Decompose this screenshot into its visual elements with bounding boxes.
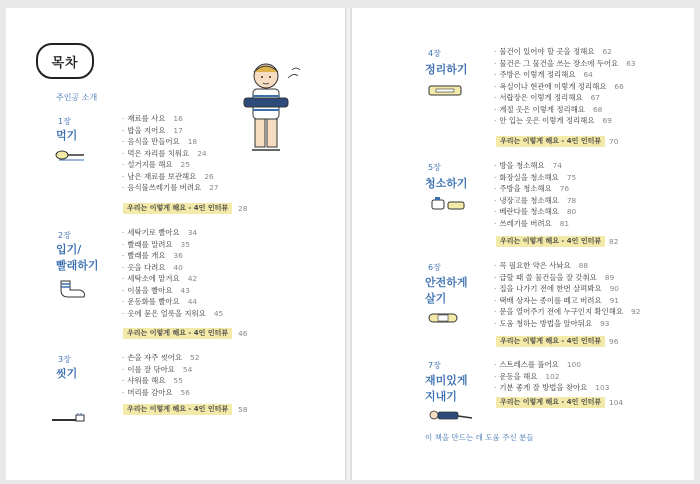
toc-entry[interactable]: · 세탁기로 빨아요 34 <box>122 228 198 237</box>
resting-person-icon <box>428 406 474 422</box>
toc-entry[interactable]: · 운동을 해요 102 <box>494 371 560 381</box>
chapter-6-interview[interactable]: 우리는 이렇게 해요 - 4인 인터뷰 <box>496 336 605 347</box>
chapter-3-title-line: 씻기 <box>56 367 78 380</box>
toc-entry[interactable]: · 물건이 있어야 할 곳을 정해요 62 <box>494 47 612 56</box>
toc-entry[interactable]: · 음식물쓰레기를 버려요 27 <box>122 183 219 192</box>
chapter-1-interview-page: 28 <box>238 204 248 213</box>
chapter-3-number: 3장 <box>58 355 71 364</box>
toc-entry[interactable]: · 집을 나가기 전에 한번 살펴봐요 90 <box>494 284 619 293</box>
toc-entry[interactable]: · 꼭 필요한 약은 사놔요 88 <box>494 261 589 270</box>
chapter-2-title[interactable] <box>56 242 99 274</box>
toc-entry[interactable]: · 주방은 이렇게 정리해요 64 <box>494 70 593 79</box>
toc-entry[interactable]: · 샤워를 해요 55 <box>122 376 183 385</box>
toc-entry[interactable]: · 베란다를 청소해요 80 <box>494 207 577 216</box>
toc-entry[interactable]: · 급할 때 쓸 물건들을 잘 갖춰요 89 <box>494 272 615 282</box>
chapter-6-entries <box>494 260 640 329</box>
chapter-7-interview[interactable]: 우리는 이렇게 해요 - 4인 인터뷰 <box>496 397 605 408</box>
spoon-icon <box>54 148 86 162</box>
chapter-1-number: 1장 <box>58 117 71 126</box>
chapter-1-interview[interactable]: 우리는 이렇게 해요 - 4인 인터뷰 <box>123 203 232 214</box>
chapter-2-interview-page: 46 <box>238 329 248 338</box>
chapter-4-title[interactable] <box>425 62 468 78</box>
book-gutter <box>345 8 352 480</box>
chapter-5-interview[interactable]: 우리는 이렇게 해요 - 4인 인터뷰 <box>496 236 605 247</box>
helpers-link[interactable]: 이 책을 만드는 데 도움 주신 분들 <box>425 433 534 442</box>
chapter-2-number: 2장 <box>58 231 71 240</box>
toc-entry[interactable]: · 운동화를 빨아요 44 <box>122 297 198 306</box>
chapter-2-title-line: 빨래하기 <box>56 259 99 272</box>
toc-entry[interactable]: · 안 입는 옷은 이렇게 정리해요 69 <box>494 116 612 125</box>
toc-entry[interactable]: · 화장실을 청소해요 75 <box>494 172 577 182</box>
toc-entry[interactable]: · 물건은 그 물건을 쓰는 장소에 두어요 63 <box>494 58 636 68</box>
chapter-4-entries <box>494 46 636 127</box>
intro-link[interactable]: 주인공 소개 <box>56 93 98 102</box>
toc-entry[interactable]: · 서랍장은 이렇게 정리해요 67 <box>494 93 600 102</box>
chapter-3-title[interactable] <box>56 366 77 382</box>
toc-entry[interactable]: · 도움 청하는 방법을 알아둬요 93 <box>494 318 610 328</box>
chapter-7-interview-page: 104 <box>609 398 624 407</box>
toc-entry[interactable]: · 문을 열어주기 전에 누구인지 확인해요 92 <box>494 307 641 316</box>
toc-entry[interactable]: · 음식을 만들어요 18 <box>122 137 198 146</box>
toc-entry[interactable]: · 먹은 자리를 치워요 24 <box>122 148 207 158</box>
chapter-1-entries <box>122 113 219 194</box>
chapter-7-title-line: 재미있게 <box>425 374 468 387</box>
chapter-6-title[interactable] <box>425 275 468 307</box>
toc-entry[interactable]: · 주방을 청소해요 76 <box>494 184 570 193</box>
chapter-1-title[interactable] <box>56 128 77 144</box>
toc-entry[interactable]: · 옷에 묻은 얼룩을 지워요 45 <box>122 308 224 318</box>
chapter-2-interview[interactable]: 우리는 이렇게 해요 - 4인 인터뷰 <box>123 328 232 339</box>
chapter-3-entries <box>122 352 199 398</box>
chapter-4-interview[interactable]: 우리는 이렇게 해요 - 4인 인터뷰 <box>496 136 605 147</box>
toc-entry[interactable]: · 손을 자주 씻어요 52 <box>122 353 200 362</box>
toc-entry[interactable]: · 밥을 지어요 17 <box>122 125 183 135</box>
toc-entry[interactable]: · 재료를 사요 16 <box>122 114 183 123</box>
chapter-2-entries <box>122 227 223 319</box>
chapter-5-number: 5장 <box>428 163 441 172</box>
toc-entry[interactable]: · 빨래를 말려요 35 <box>122 239 190 249</box>
chapter-6-title-line: 안전하게 <box>425 276 468 289</box>
bandage-icon <box>428 312 458 324</box>
toc-entry[interactable]: · 욕실이나 현관에 이렇게 정리해요 66 <box>494 81 624 91</box>
chapter-6-interview-page: 96 <box>609 337 619 346</box>
toc-entry[interactable]: · 방을 청소해요 74 <box>494 161 562 170</box>
chapter-7-entries <box>494 359 609 394</box>
toc-entry[interactable]: · 남은 재료를 보관해요 26 <box>122 171 214 181</box>
chapter-4-interview-page: 70 <box>609 137 619 146</box>
toc-entry[interactable]: · 스트레스를 풀어요 100 <box>494 360 581 369</box>
toc-entry[interactable]: · 옷을 다려요 40 <box>122 262 183 272</box>
chapter-5-interview-page: 82 <box>609 237 619 246</box>
chapter-3-interview-page: 58 <box>238 405 248 414</box>
toc-entry[interactable]: · 머리를 감아요 56 <box>122 387 190 397</box>
chapter-4-title-line: 정리하기 <box>425 63 468 76</box>
chapter-6-title-line: 살기 <box>425 292 447 305</box>
toc-entry[interactable]: · 냉장고를 청소해요 78 <box>494 195 577 205</box>
chapter-3-interview[interactable]: 우리는 이렇게 해요 - 4인 인터뷰 <box>123 404 232 415</box>
chapter-4-number: 4장 <box>428 49 441 58</box>
sock-icon <box>58 278 88 300</box>
toc-entry[interactable]: · 이불을 빨아요 43 <box>122 285 190 295</box>
toc-entry[interactable]: · 빨래를 개요 36 <box>122 251 183 260</box>
toc-title: 목차 <box>36 43 94 79</box>
chapter-5-title-line: 청소하기 <box>425 177 468 190</box>
toc-entry[interactable]: · 쓰레기를 버려요 81 <box>494 218 570 228</box>
chapter-5-title[interactable] <box>425 176 468 192</box>
chapter-5-entries <box>494 160 576 229</box>
cleaning-spray-icon <box>430 196 466 210</box>
toc-entry[interactable]: · 이를 잘 닦아요 54 <box>122 364 193 374</box>
chapter-7-title-line: 지내기 <box>425 390 457 403</box>
toc-entry[interactable]: · 계절 옷은 이렇게 정리해요 68 <box>494 104 603 114</box>
chapter-1-title-line: 먹기 <box>56 129 78 142</box>
chapter-6-number: 6장 <box>428 263 441 272</box>
chapter-7-number: 7장 <box>428 361 441 370</box>
toc-entry[interactable]: · 택배 상자는 종이를 떼고 버려요 91 <box>494 295 619 305</box>
toc-entry[interactable]: · 세탁소에 맡겨요 42 <box>122 274 198 283</box>
box-icon <box>428 84 462 96</box>
toothbrush-icon <box>50 412 86 424</box>
chapter-2-title-line: 입기/ <box>56 243 82 256</box>
toc-entry[interactable]: · 설거지를 해요 25 <box>122 160 190 169</box>
character-illustration <box>236 58 314 158</box>
chapter-7-title[interactable] <box>425 373 468 405</box>
toc-entry[interactable]: · 기분 좋게 잘 방법을 찾아요 103 <box>494 383 610 392</box>
